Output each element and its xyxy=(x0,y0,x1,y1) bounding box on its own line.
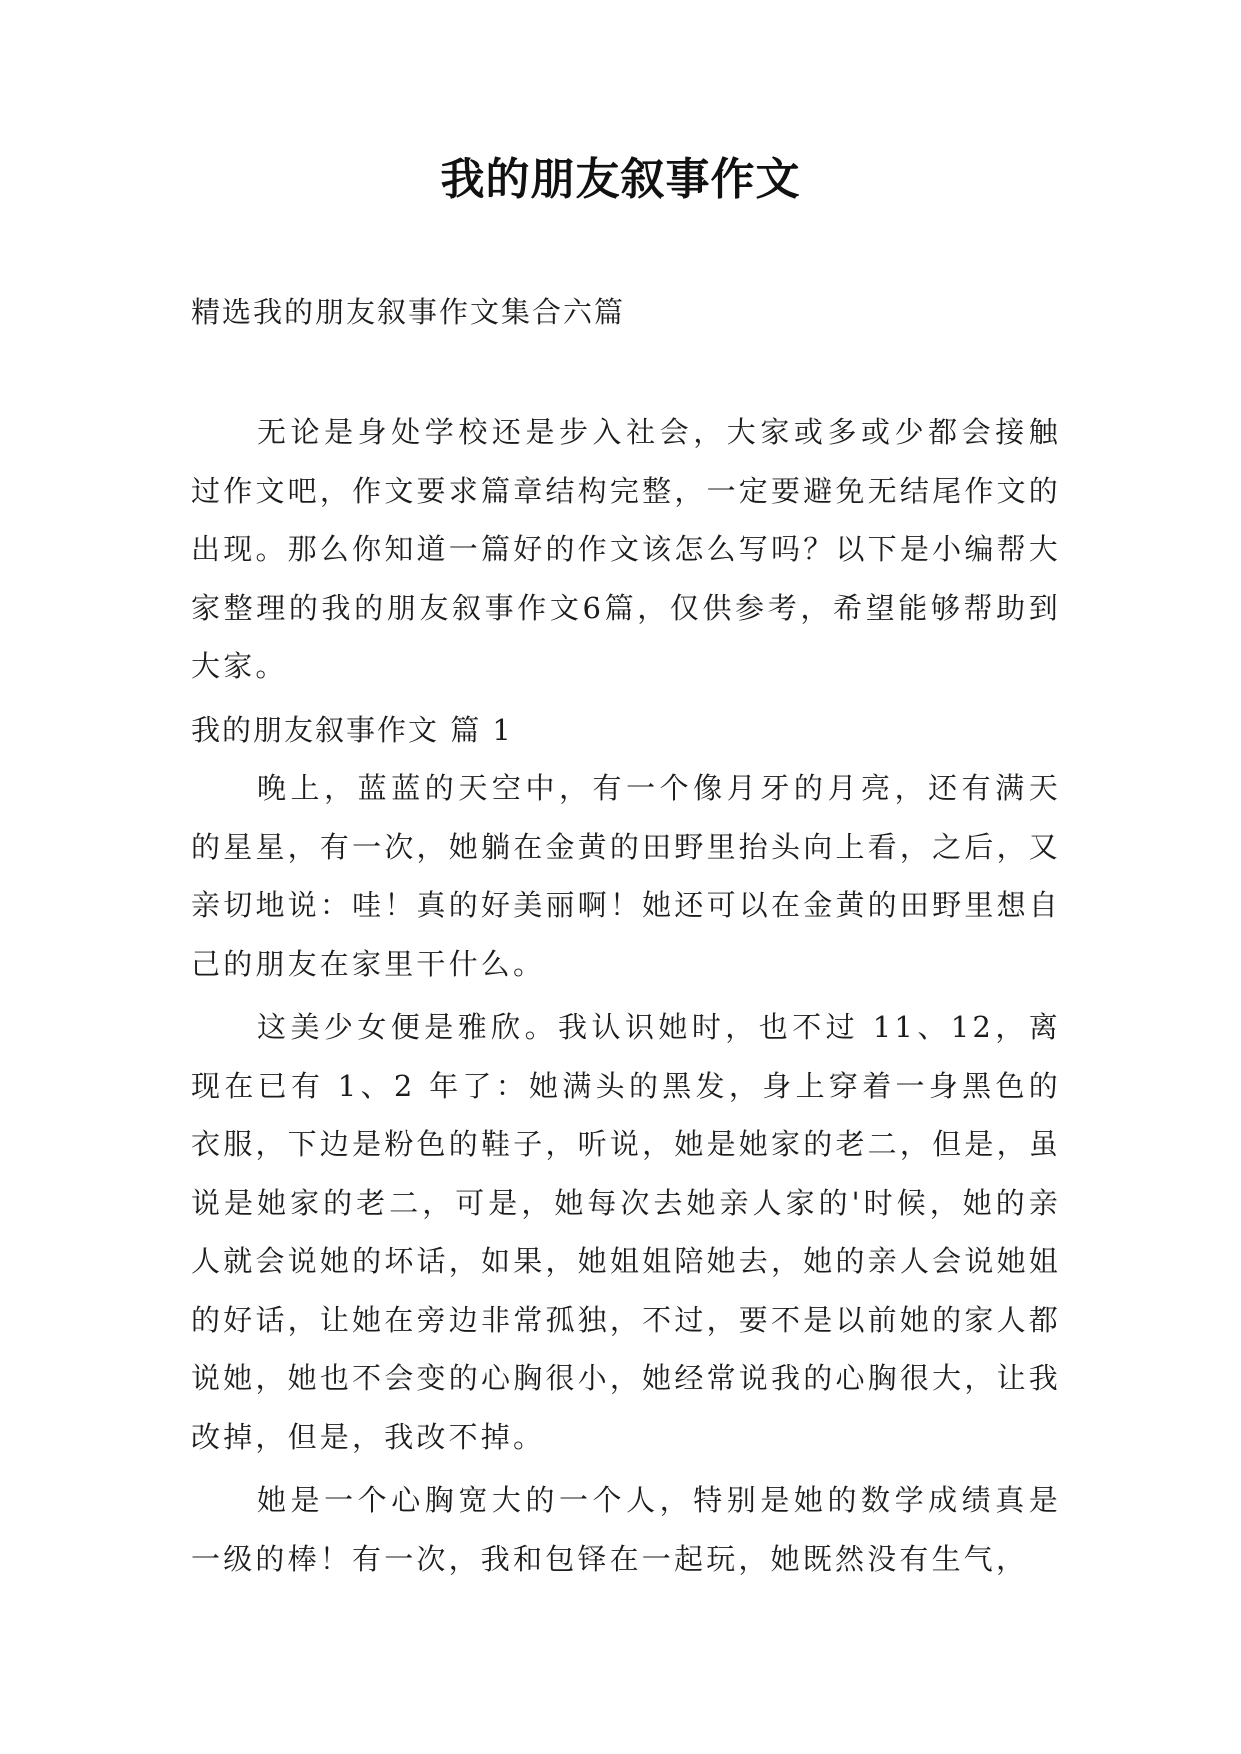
document-subtitle: 精选我的朋友叙事作文集合六篇 xyxy=(191,295,626,329)
document-title: 我的朋友叙事作文 xyxy=(440,154,801,205)
body-paragraph-1: 晚上，蓝蓝的天空中，有一个像月牙的月亮，还有满天的星星，有一次，她躺在金黄的田野里抬头向上看，之后，又亲切地说：哇！真的好美丽啊！她还可以在金黄的田野里想自己的朋友在家里干什么。 xyxy=(191,771,1061,981)
body-paragraph-3: 她是一个心胸宽大的一个人，特别是她的数学成绩真是一级的棒！有一次，我和包铎在一起玩，她既然没有生气， xyxy=(191,1483,1061,1576)
body-paragraph-2: 这美少女便是雅欣。我认识她时，也不过 11、12，离现在已有 1、2 年了：她满头的黑发，身上穿着一身黑色的衣服，下边是粉色的鞋子，听说，她是她家的老二，但是，虽说是她家的老二，可是，她每次去她亲人家的'时候，她的亲人就会说她的坏话，如果，她姐姐陪她去，她的亲人会说她姐的好话，让她在旁边非常孤独，不过，要不是以前她的家人都说她，她也不会变的心胸很小，她经常说我的心胸很大，让我改掉，但是，我改不掉。 xyxy=(191,1010,1061,1454)
intro-paragraph: 无论是身处学校还是步入社会，大家或多或少都会接触过作文吧，作文要求篇章结构完整，一定要避免无结尾作文的出现。那么你知道一篇好的作文该怎么写吗？以下是小编帮大家整理的我的朋友叙事作文6篇，仅供参考，希望能够帮助到大家。 xyxy=(191,415,1061,683)
section-heading-1: 我的朋友叙事作文 篇 1 xyxy=(191,712,513,747)
document-body xyxy=(191,403,1061,1588)
